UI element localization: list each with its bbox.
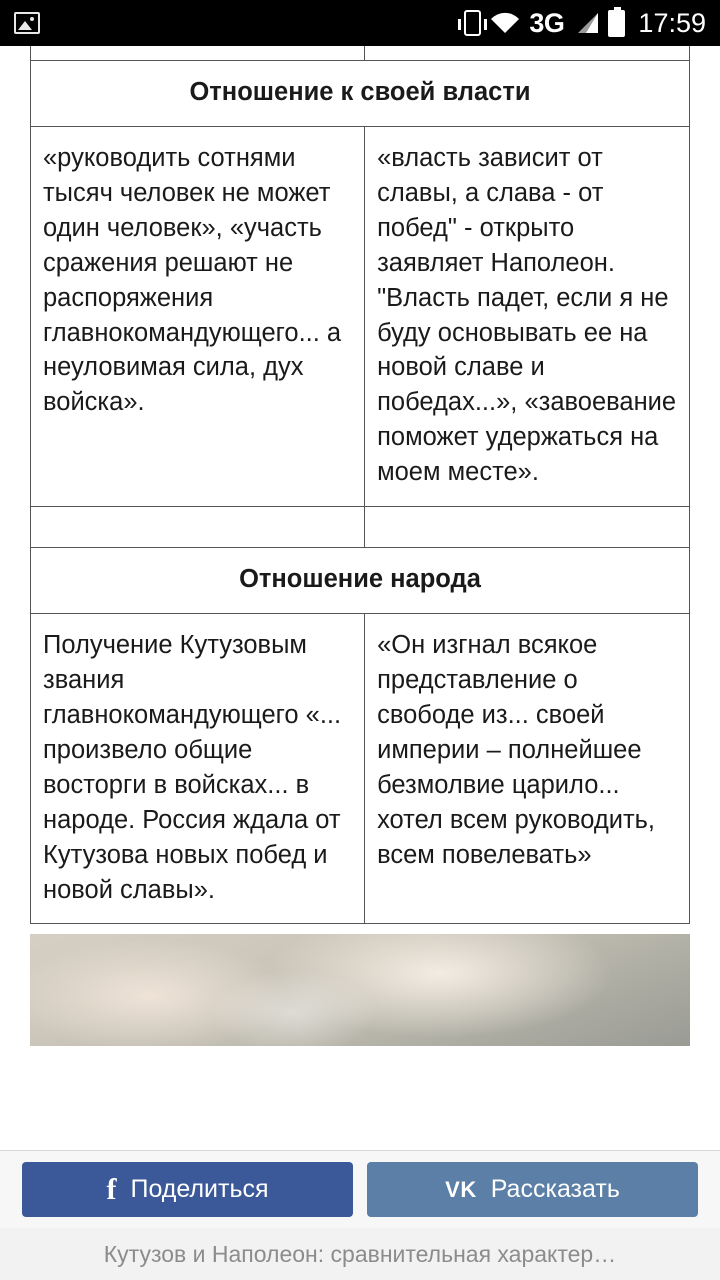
wifi-icon — [490, 12, 520, 34]
page-content — [0, 46, 720, 1280]
share-bar — [0, 1150, 720, 1228]
clock-label: 17:59 — [638, 7, 706, 38]
cell-napoleon-power: «власть зависит от славы, а слава - от побед" - открыто заявляет Наполеон. "Власть падет, если я не буду основывать ее на новой славе и победах...», «завоевание поможет удержаться на моем месте». — [365, 126, 690, 506]
clipped-cell-left — [31, 46, 365, 61]
share-vk-button[interactable] — [367, 1162, 698, 1217]
section-header-power: Отношение к своей власти — [31, 61, 690, 127]
caption-text: Кутузов и Наполеон: сравнительная характер… — [103, 1240, 617, 1267]
cell-kutuzov-power: «руководить сотнями тысяч человек не может один человек», «участь сражения решают не распоряжения главнокомандующего... а неуловимая сила, дух войска». — [31, 126, 365, 506]
table-row — [31, 126, 690, 506]
page-title-caption — [0, 1228, 720, 1280]
cell-kutuzov-people: Получение Кутузовым звания главнокомандующего «... произвело общие восторги в войсках... в народе. Россия ждала от Кутузова новых побед и новой славы». — [31, 614, 365, 924]
spacer-cell-right — [365, 507, 690, 548]
table-row-spacer — [31, 507, 690, 548]
article-body — [0, 46, 720, 924]
spacer-cell-left — [31, 507, 365, 548]
status-bar-right — [464, 7, 706, 38]
article-image — [30, 934, 690, 1046]
comparison-table — [30, 46, 690, 924]
table-row-clipped — [31, 46, 690, 61]
share-facebook-button[interactable] — [22, 1162, 353, 1217]
battery-icon — [608, 10, 625, 37]
table-row — [31, 614, 690, 924]
table-row — [31, 61, 690, 127]
signal-icon — [573, 12, 599, 34]
share-vk-label: Рассказать — [490, 1175, 620, 1203]
image-icon — [14, 12, 40, 34]
share-facebook-label: Поделиться — [130, 1175, 269, 1203]
clipped-cell-right — [365, 46, 690, 61]
section-header-people: Отношение народа — [31, 548, 690, 614]
status-bar — [0, 0, 720, 46]
facebook-icon: f — [106, 1172, 117, 1206]
status-bar-left — [14, 12, 464, 34]
network-type-label: 3G — [529, 7, 565, 38]
vk-icon: VK — [445, 1176, 477, 1202]
vibrate-icon — [464, 10, 481, 36]
cell-napoleon-people: «Он изгнал всякое представление о свободе из... своей империи – полнейшее безмолвие царило... хотел всем руководить, всем повелевать» — [365, 614, 690, 924]
table-row — [31, 548, 690, 614]
